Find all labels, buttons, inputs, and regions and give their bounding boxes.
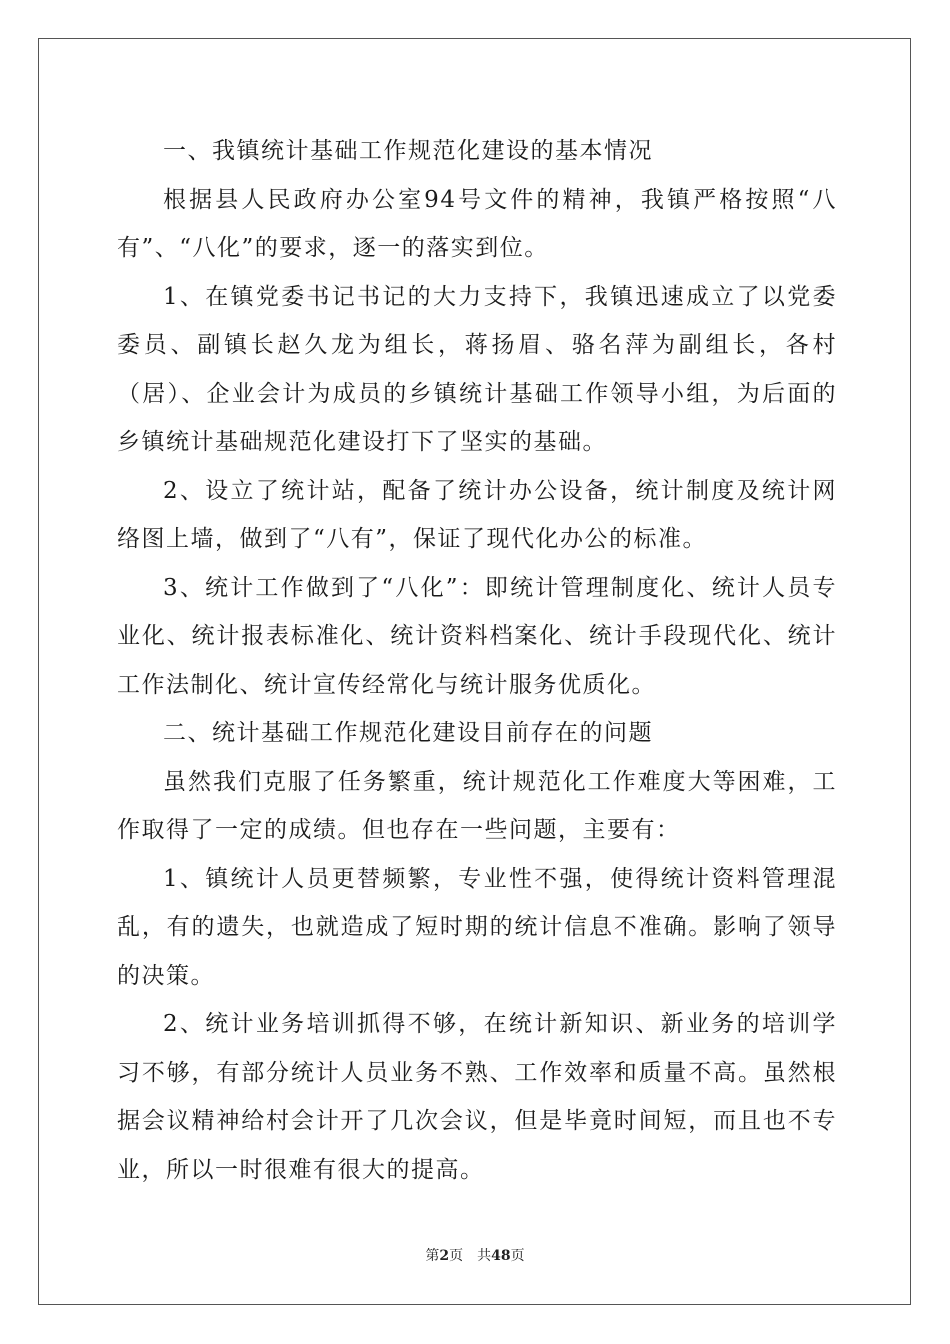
paragraph-item-2: 2、设立了统计站，配备了统计办公设备，统计制度及统计网络图上墙，做到了“八有”，保证了现代化办公的标准。	[117, 477, 837, 552]
paragraph-problems-intro: 虽然我们克服了任务繁重，统计规范化工作难度大等困难，工作取得了一定的成绩。但也存在一些问题，主要有：	[117, 768, 837, 843]
paragraph-problem-1: 1、镇统计人员更替频繁，专业性不强，使得统计资料管理混乱，有的遗失，也就造成了短时期的统计信息不准确。影响了领导的决策。	[117, 865, 837, 989]
total-prefix: 共	[477, 1248, 492, 1264]
paragraph-item-1: 1、在镇党委书记书记的大力支持下，我镇迅速成立了以党委委员、副镇长赵久龙为组长，蒋扬眉、骆名萍为副组长，各村（居）、企业会计为成员的乡镇统计基础工作领导小组，为后面的乡镇统计基础规范化建设打下了坚实的基础。	[117, 283, 837, 455]
total-suffix: 页	[510, 1248, 525, 1264]
page-suffix: 页	[449, 1248, 464, 1264]
document-body	[117, 127, 837, 1194]
page-footer	[0, 1245, 950, 1265]
paragraph-problem-2: 2、统计业务培训抓得不够，在统计新知识、新业务的培训学习不够，有部分统计人员业务不熟、工作效率和质量不高。虽然根据会议精神给村会计开了几次会议，但是毕竟时间短，而且也不专业，所以一时很难有很大的提高。	[117, 1011, 837, 1183]
section-heading-2: 二、统计基础工作规范化建设目前存在的问题	[163, 720, 653, 746]
total-pages: 48	[491, 1248, 511, 1264]
paragraph-item-3: 3、统计工作做到了“八化”：即统计管理制度化、统计人员专业化、统计报表标准化、统计资料档案化、统计手段现代化、统计工作法制化、统计宣传经常化与统计服务优质化。	[117, 574, 837, 698]
page-prefix: 第	[425, 1248, 440, 1264]
section-heading-1: 一、我镇统计基础工作规范化建设的基本情况	[163, 138, 653, 164]
page-number: 2	[439, 1248, 450, 1264]
paragraph-intro: 根据县人民政府办公室94号文件的精神，我镇严格按照“八有”、“八化”的要求，逐一的落实到位。	[117, 186, 837, 261]
